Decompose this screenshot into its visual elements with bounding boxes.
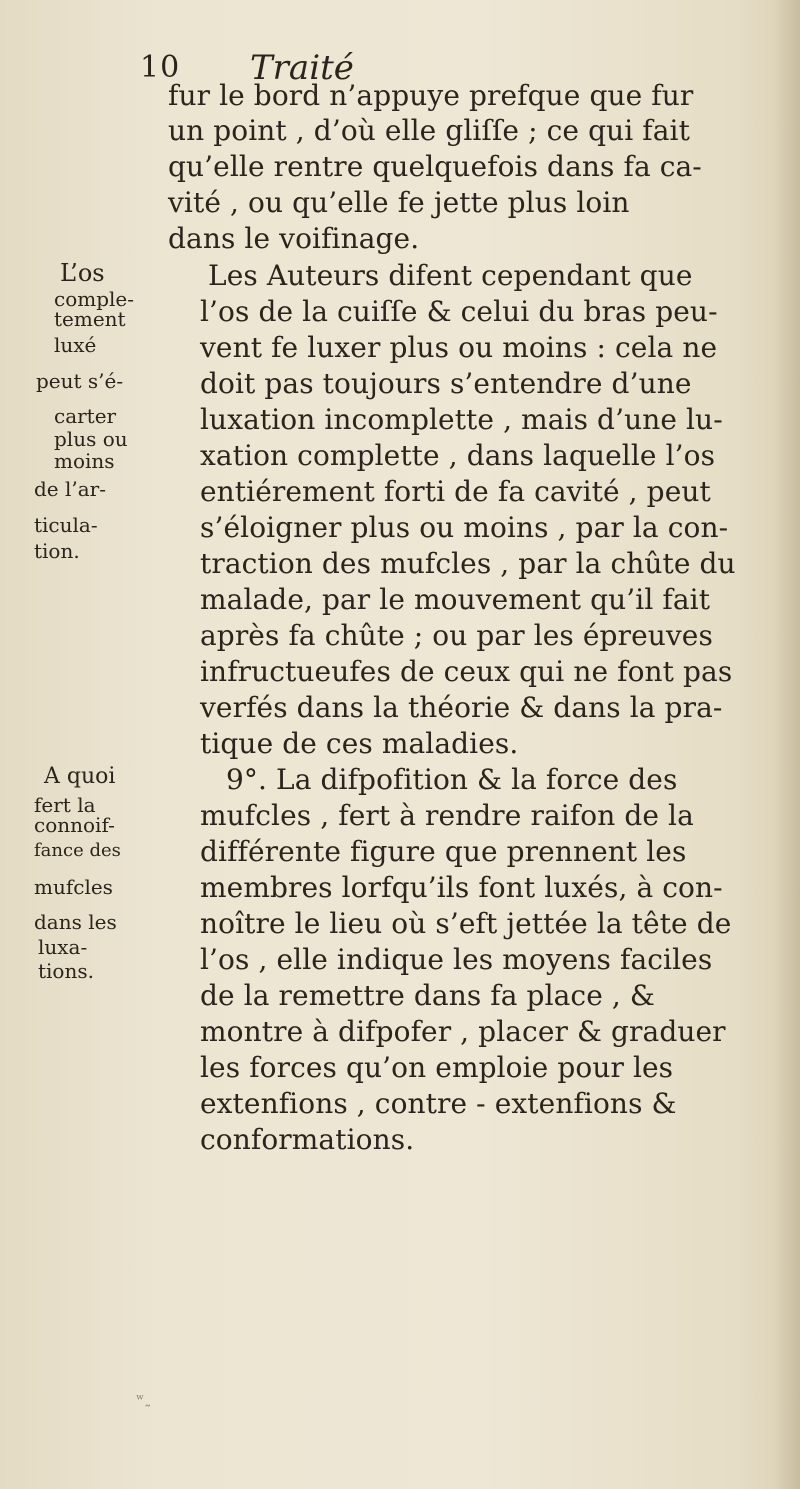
margin-note: fert la — [34, 793, 96, 817]
text-line: noître le lieu où s’eft jettée la tête de — [200, 907, 732, 940]
margin-note: connoif- — [34, 813, 115, 837]
text-line: conformations. — [200, 1123, 415, 1156]
margin-note: de l’ar- — [34, 477, 106, 501]
margin-note: peut s’é- — [36, 369, 124, 393]
margin-note: dans les — [34, 910, 117, 934]
margin-note: fance des — [34, 840, 121, 861]
text-line: membres lorfqu’ils font luxés, à con- — [200, 871, 723, 904]
text-line: vité , ou qu’elle fe jette plus loin — [168, 186, 630, 219]
margin-note: carter — [54, 404, 117, 428]
text-line: doit pas toujours s’entendre d’une — [200, 367, 692, 400]
page-number: 10 — [140, 50, 181, 85]
text-line: traction des mufcles , par la chûte du — [200, 547, 736, 580]
text-line: dans le voifinage. — [168, 222, 420, 255]
margin-note: comple- — [54, 287, 134, 311]
text-line: vent fe luxer plus ou moins : cela ne — [200, 331, 718, 364]
margin-note: mufcles — [34, 875, 113, 899]
text-line: tique de ces maladies. — [200, 727, 519, 760]
margin-note: plus ou — [54, 427, 128, 451]
text-line: luxation incomplette , mais d’une lu- — [200, 403, 723, 436]
margin-note: luxé — [54, 333, 97, 357]
text-line: l’os de la cuiſſe & celui du bras peu- — [200, 295, 718, 328]
text-line: verfés dans la théorie & dans la pra- — [200, 691, 723, 724]
text-line: fur le bord n’appuye prefque que fur — [168, 79, 694, 112]
margin-note: A quoi — [44, 764, 116, 789]
text-line: infructueufes de ceux qui ne font pas — [200, 655, 733, 688]
margin-note: luxa- — [38, 935, 88, 959]
text-line: un point , d’où elle gliſſe ; ce qui fait — [168, 114, 690, 147]
text-line: l’os , elle indique les moyens faciles — [200, 943, 713, 976]
text-line: différente figure que prennent les — [200, 835, 687, 868]
text-line: qu’elle rentre quelquefois dans fa ca- — [168, 150, 702, 183]
text-line: Les Auteurs difent cependant que — [208, 259, 693, 292]
text-line: s’éloigner plus ou moins , par la con- — [200, 511, 729, 544]
text-line: 9°. La difpofition & la force des — [226, 763, 678, 796]
text-line: montre à difpofer , placer & graduer — [200, 1015, 726, 1048]
text-line: extenfions , contre - extenfions & — [200, 1087, 677, 1120]
margin-note: moins — [54, 449, 115, 473]
margin-note: tion. — [34, 539, 80, 563]
text-line: entiérement forti de fa cavité , peut — [200, 475, 711, 508]
running-title: Traité — [250, 48, 354, 88]
text-line: après fa chûte ; ou par les épreuves — [200, 619, 713, 652]
margin-note: L’os — [60, 259, 105, 287]
text-line: xation complette , dans laquelle l’os — [200, 439, 716, 472]
margin-note: ticula- — [34, 513, 98, 537]
margin-note: tement — [54, 307, 126, 331]
text-line: malade, par le mouvement qu’il fait — [200, 583, 711, 616]
text-line: de la remettre dans fa place , & — [200, 979, 655, 1012]
text-line: les forces qu’on emploie pour les — [200, 1051, 674, 1084]
margin-note: tions. — [38, 959, 94, 983]
text-line: mufcles , fert à rendre raifon de la — [200, 799, 694, 832]
ink-smudge: ʷ˷ — [136, 1392, 152, 1408]
